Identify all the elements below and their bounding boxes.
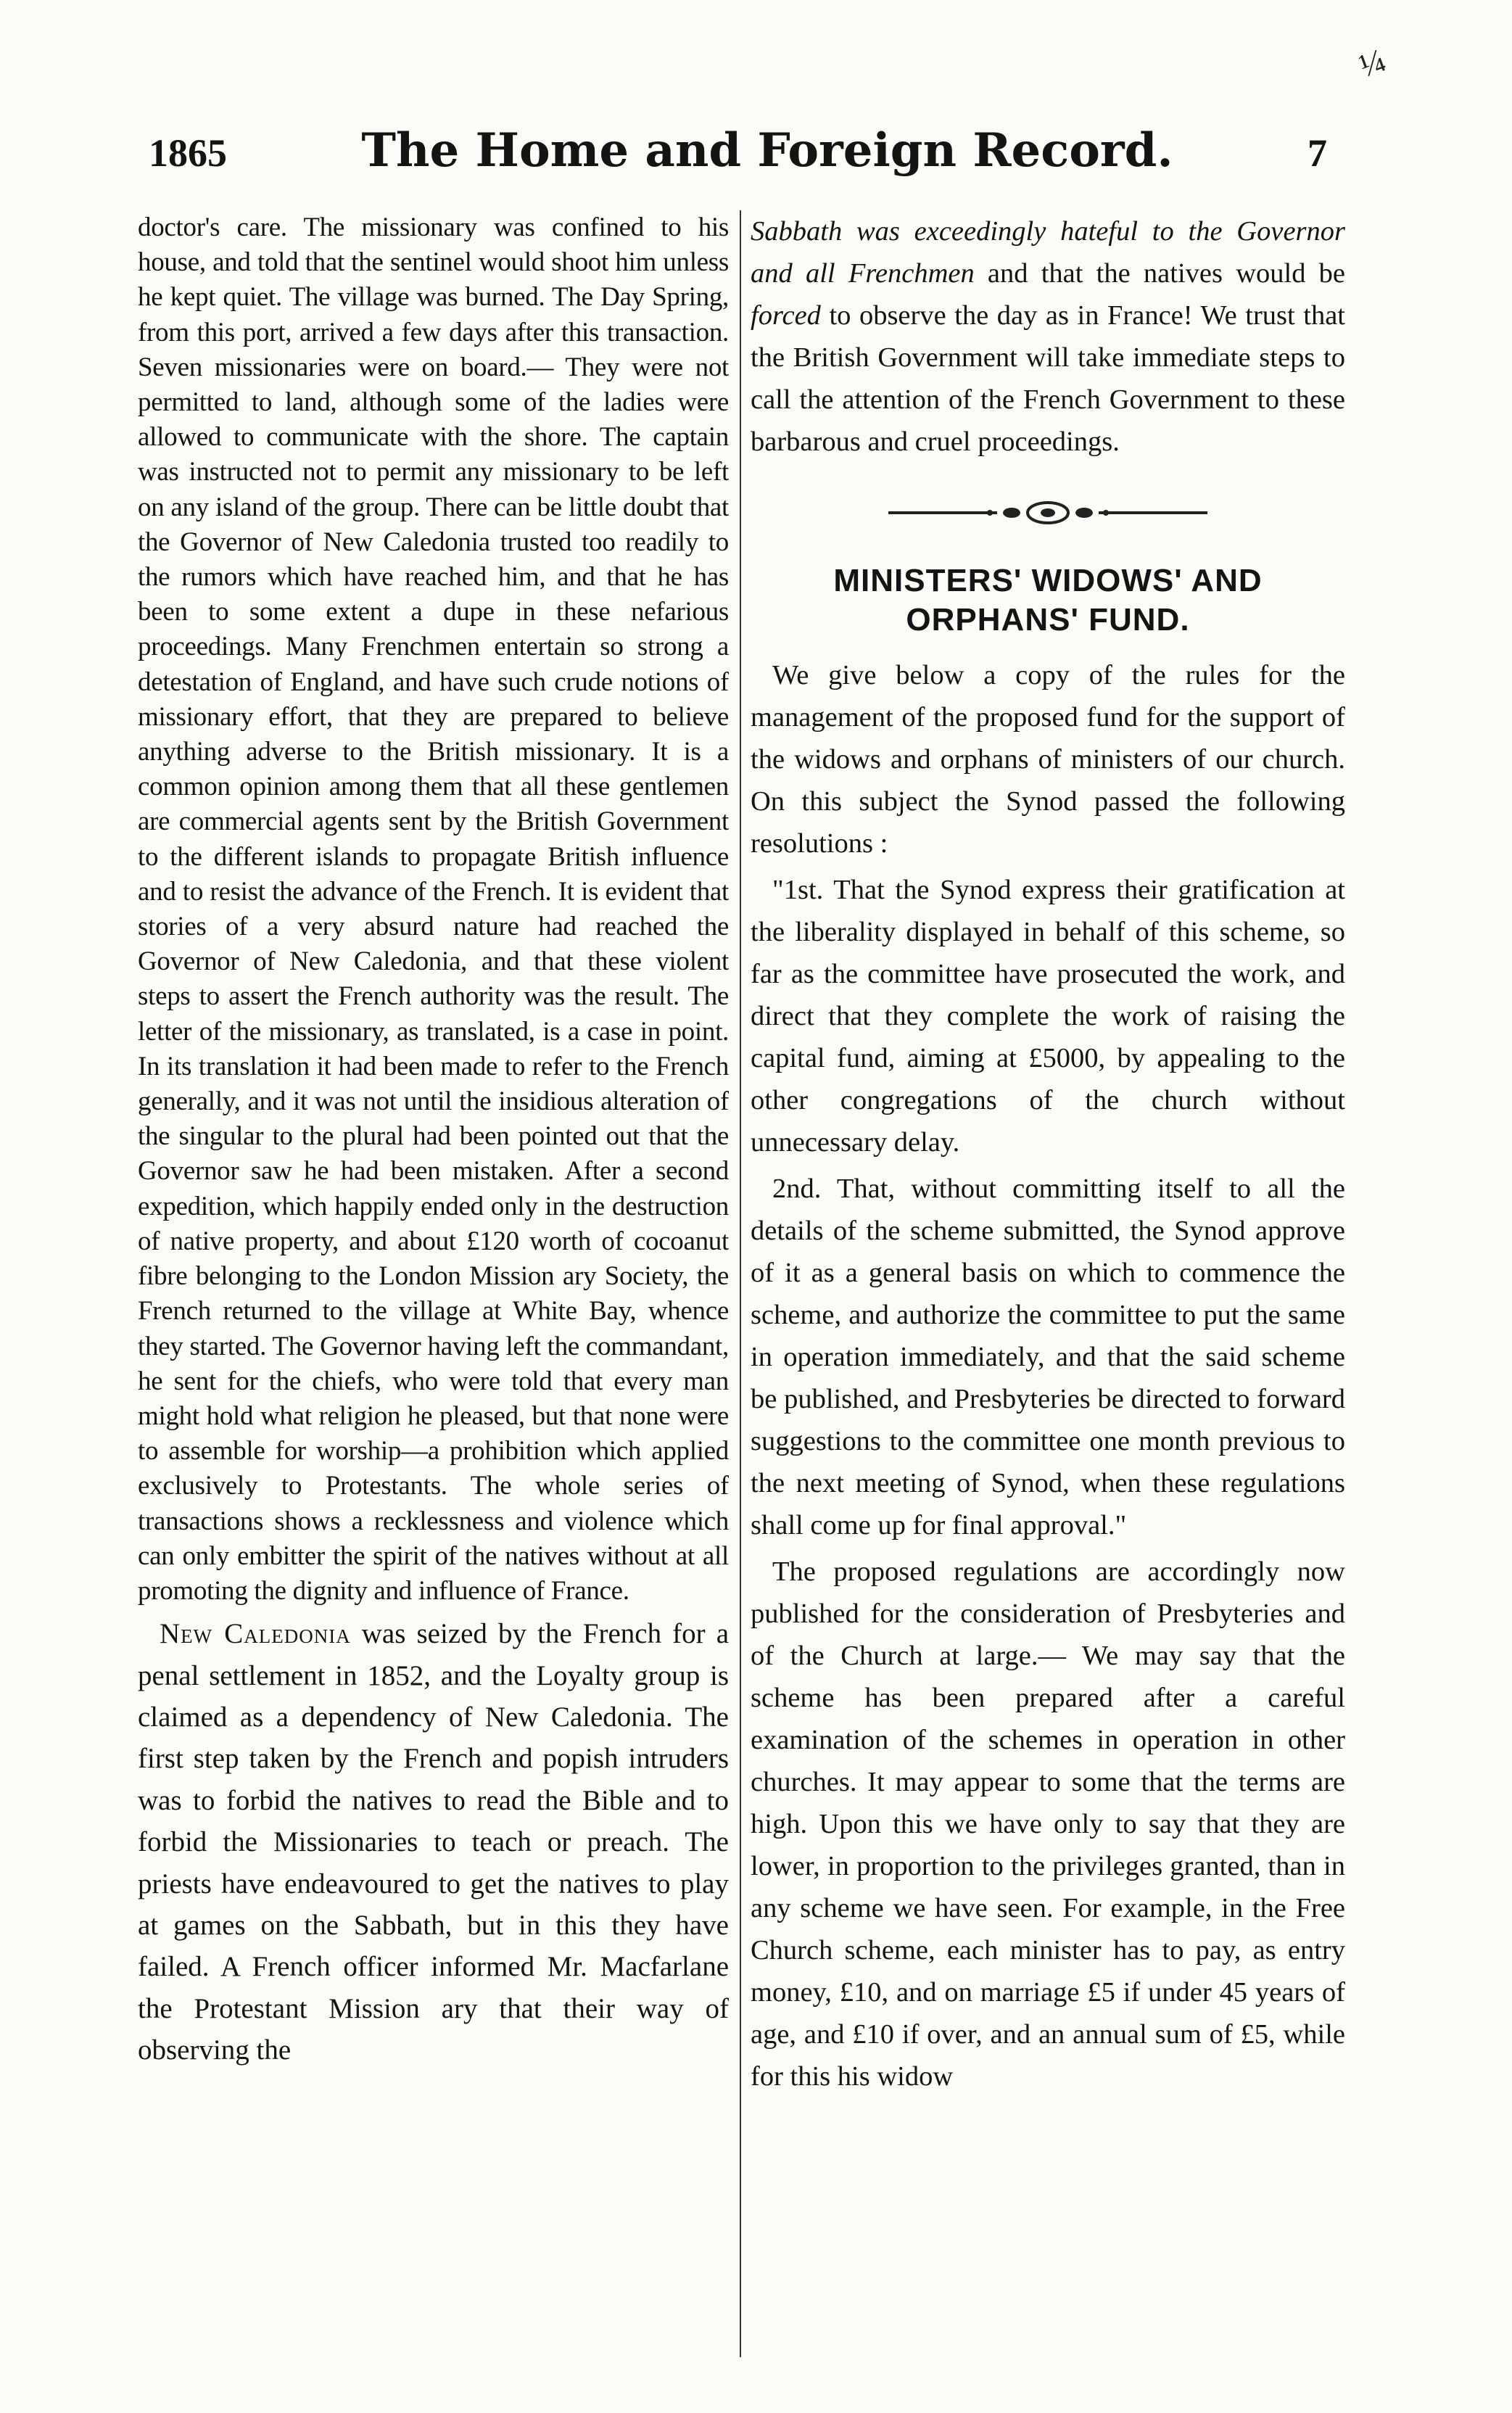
continuation-rest: to observe the day as in France! We trust that the British Government will take immediate steps to call the attention of the French Government to these barbarous and cruel proceedings. <box>751 300 1345 457</box>
header-page-number: 7 <box>1307 131 1327 175</box>
header-year: 1865 <box>149 131 227 175</box>
right-column <box>751 210 1345 2379</box>
ornament-divider <box>888 495 1207 531</box>
left-column <box>138 210 729 2379</box>
section-intro: We give below a copy of the rules for the management of the proposed fund for the support of the widows and orphans of ministers of our church. On this subject the Synod passed the following resolutions : <box>751 660 1345 859</box>
ornament-divider-icon <box>888 495 1207 531</box>
right-continuation <box>751 210 1345 463</box>
corner-mark: ¼ <box>1354 41 1391 85</box>
continuation-italic-2: forced <box>751 300 821 331</box>
resolution-2: 2nd. That, without committing itself to all the details of the scheme submitted, the Synod approve of it as a general basis on which to commence the scheme, and authorize the committee to put the same in operation immediately, and that the said scheme be published, and Presbyteries be directed to forward suggestions to the committee one month previous to the next meeting of Synod, when these regulations shall come up for final approval." <box>751 1173 1345 1540</box>
running-header <box>149 123 1327 181</box>
run-in-heading: New Caledonia <box>160 1618 351 1650</box>
header-title: The Home and Foreign Record. <box>361 123 1173 178</box>
left-paragraph-2 <box>138 1613 729 2071</box>
final-paragraph: The proposed regulations are accordingly now published for the consideration of Presbyteries and of the Church at large.— We may say that the scheme has been prepared after a careful examination of the schemes in operation in other churches. It may appear to some that the terms are high. Upon this we have only to say that they are lower, in proportion to the privileges granted, than in any scheme we have seen. For example, in the Free Church scheme, each minister has to pay, as entry money, £10, and on marriage £5 if under 45 years of age, and £10 if over, and an annual sum of £5, while for this his widow <box>751 1556 1345 2092</box>
continuation-mid: and that the natives would be <box>974 258 1345 289</box>
left-paragraph-1: doctor's care. The missionary was confined to his house, and told that the sentinel would shoot him unless he kept quiet. The village was burned. The Day Spring, from this port, arrived a few days after this transaction. Seven missionaries were on board.— They were not permitted to land, although some of the ladies were allowed to communicate with the shore. The captain was instructed not to permit any missionary to be left on any island of the group. There can be little doubt that the Governor of New Caledonia trusted too readily to the rumors which have reached him, and that he has been to some extent a dupe in these nefarious proceedings. Many Frenchmen entertain so strong a detestation of England, and have such crude notions of missionary effort, that they are prepared to believe anything adverse to the British missionary. It is a common opinion among them that all these gentlemen are commercial agents sent by the British Government to the different islands to propagate British influence and to resist the advance of the French. It is evident that stories of a very absurd nature had reached the Governor of New Caledonia, and that these violent steps to assert the French authority was the result. The letter of the missionary, as translated, is a case in point. In its translation it had been made to refer to the French generally, and it was not until the insidious alteration of the singular to the plural had been pointed out that the Governor saw he had been mistaken. After a second expedition, which happily ended only in the destruction of native property, and about £120 worth of cocoanut fibre belonging to the London Mission ary Society, the French returned to the village at White Bay, whence they started. The Governor having left the commandant, he sent for the chiefs, who were told that every man might hold what religion he pleased, but that none were to assemble for worship—a prohibition which applied exclusively to Protestants. The whole series of transactions shows a recklessness and violence which can only embitter the spirit of the natives without at all promoting the dignity and influence of France. <box>138 213 729 1606</box>
section-title: MINISTERS' WIDOWS' AND ORPHANS' FUND. <box>833 563 1263 638</box>
resolution-1: "1st. That the Synod express their gratification at the liberality displayed in behalf of this scheme, so far as the committee have prosecuted the work, and direct that they complete the work of raising the capital fund, aiming at £5000, by appealing to the other congregations of the church without unnecessary delay. <box>751 875 1345 1158</box>
column-rule <box>740 210 741 2357</box>
left-paragraph-2-text: was seized by the French for a penal settlement in 1852, and the Loyalty group is claimed as a dependency of New Caledonia. The first step taken by the French and popish intruders was to forbid the natives to read the Bible and to forbid the Missionaries to teach or preach. The priests have endeavoured to get the natives to play at games on the Sabbath, but in this they have failed. A French officer informed Mr. Macfarlane the Protestant Mission ary that their way of observing the <box>138 1618 729 2066</box>
continuation-italic-1: Sabbath was exceedingly hateful to the Governor and all Frenchmen <box>751 216 1345 289</box>
